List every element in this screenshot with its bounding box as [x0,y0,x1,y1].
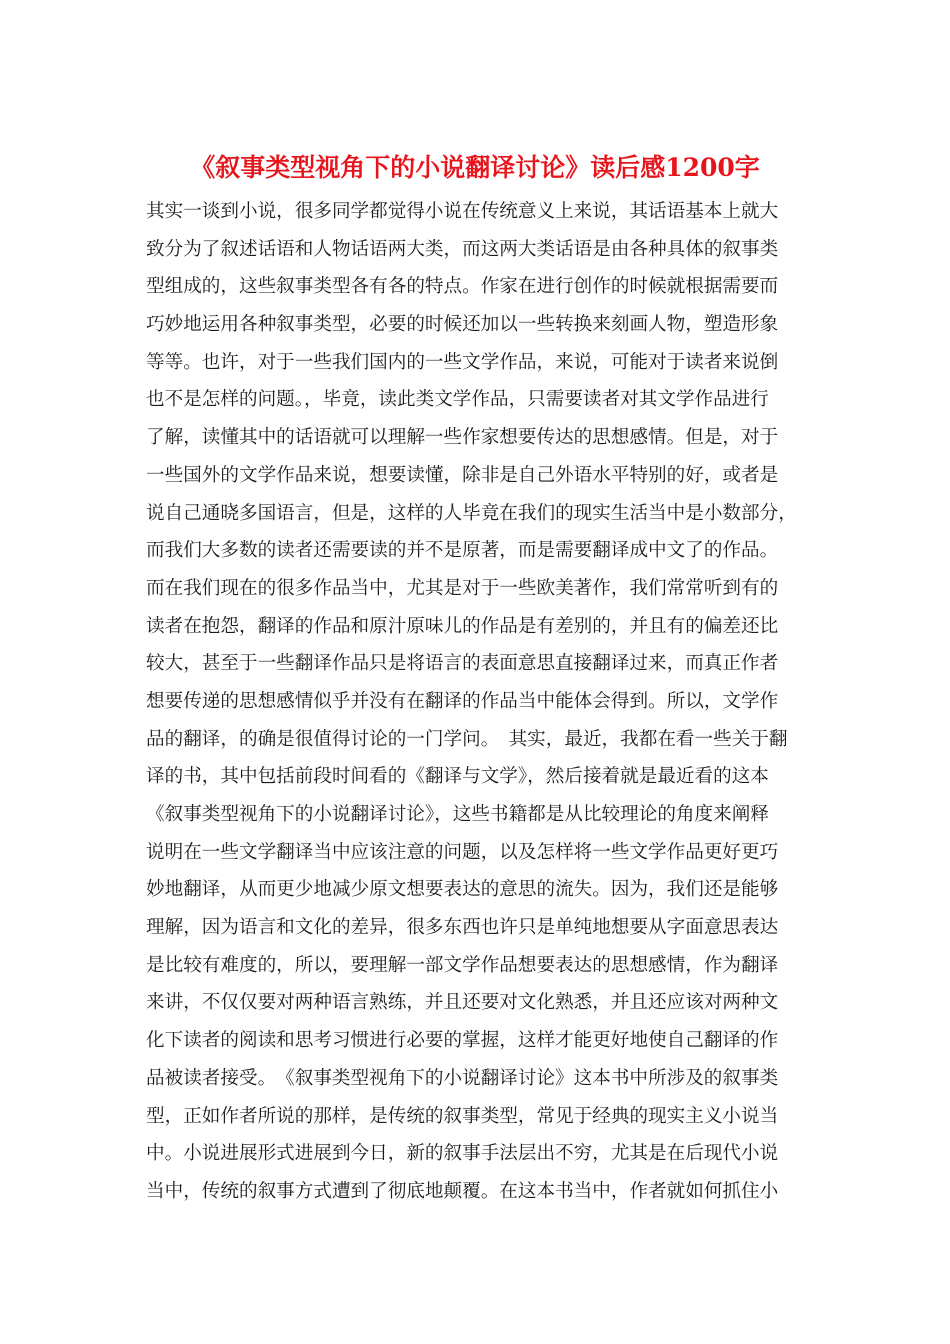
text-line: 说自己通晓多国语言，但是，这样的人毕竟在我们的现实生活当中是小数部分， [146,502,797,524]
text-line: 理解，因为语言和文化的差异，很多东西也许只是单纯地想要从字面意思表达 [146,917,779,939]
text-line: 致分为了叙述话语和人物话语两大类，而这两大类话语是由各种具体的叙事类 [146,238,779,260]
text-line: 等等。也许，对于一些我们国内的一些文学作品，来说，可能对于读者来说倒 [146,351,779,373]
text-line: 当中，传统的叙事方式遭到了彻底地颠覆。在这本书当中，作者就如何抓住小 [146,1180,779,1202]
text-line: 化下读者的阅读和思考习惯进行必要的掌握，这样才能更好地使自己翻译的作 [146,1030,779,1052]
text-line: 妙地翻译，从而更少地减少原文想要表达的意思的流失。因为，我们还是能够 [146,879,779,901]
text-line: 读者在抱怨，翻译的作品和原汁原味儿的作品是有差别的，并且有的偏差还比 [146,615,779,637]
text-line: 而在我们现在的很多作品当中，尤其是对于一些欧美著作，我们常常听到有的 [146,577,779,599]
document-title: 《叙事类型视角下的小说翻译讨论》读后感1200字 [190,153,760,182]
text-line: 品的翻译，的确是很值得讨论的一门学问。 其实，最近，我都在看一些关于翻 [146,728,788,750]
text-line: 品被读者接受。 《叙事类型视角下的小说翻译讨论》这本书中所涉及的叙事类 [146,1067,779,1089]
text-line: 一些国外的文学作品来说，想要读懂，除非是自己外语水平特别的好，或者是 [146,464,779,486]
text-line: 而我们大多数的读者还需要读的并不是原著，而是需要翻译成中文了的作品。 [146,540,779,562]
text-line: 是比较有难度的，所以，要理解一部文学作品想要表达的思想感情，作为翻译 [146,954,779,976]
text-line: 也不是怎样的问题。，毕竟，读此类文学作品，只需要读者对其文学作品进行 [146,389,769,411]
text-line: 其实一谈到小说，很多同学都觉得小说在传统意义上来说，其话语基本上就大 [146,201,779,222]
text-line: 型，正如作者所说的那样，是传统的叙事类型，常见于经典的现实主义小说当 [146,1105,779,1127]
text-line: 译的书，其中包括前段时间看的《翻译与文学》，然后接着就是最近看的这本 [146,766,769,788]
text-line: 《叙事类型视角下的小说翻译讨论》，这些书籍都是从比较理论的角度来阐释 [146,804,769,825]
text-line: 了解，读懂其中的话语就可以理解一些作家想要传达的思想感情。但是，对于 [146,427,779,449]
text-line: 巧妙地运用各种叙事类型，必要的时候还加以一些转换来刻画人物，塑造形象 [146,314,779,336]
text-line: 来讲，不仅仅要对两种语言熟练，并且还要对文化熟悉，并且还应该对两种文 [146,992,779,1014]
document-body [146,193,816,1211]
text-line: 较大，甚至于一些翻译作品只是将语言的表面意思直接翻译过来，而真正作者 [146,653,779,675]
text-line: 型组成的，这些叙事类型各有各的特点。作家在进行创作的时候就根据需要而 [146,276,779,298]
text-line: 想要传递的思想感情似乎并没有在翻译的作品当中能体会得到。所以，文学作 [146,690,779,712]
text-line: 说明在一些文学翻译当中应该注意的问题，以及怎样将一些文学作品更好更巧 [146,841,779,863]
text-line: 中。小说进展形式进展到今日，新的叙事手法层出不穷，尤其是在后现代小说 [146,1143,779,1165]
